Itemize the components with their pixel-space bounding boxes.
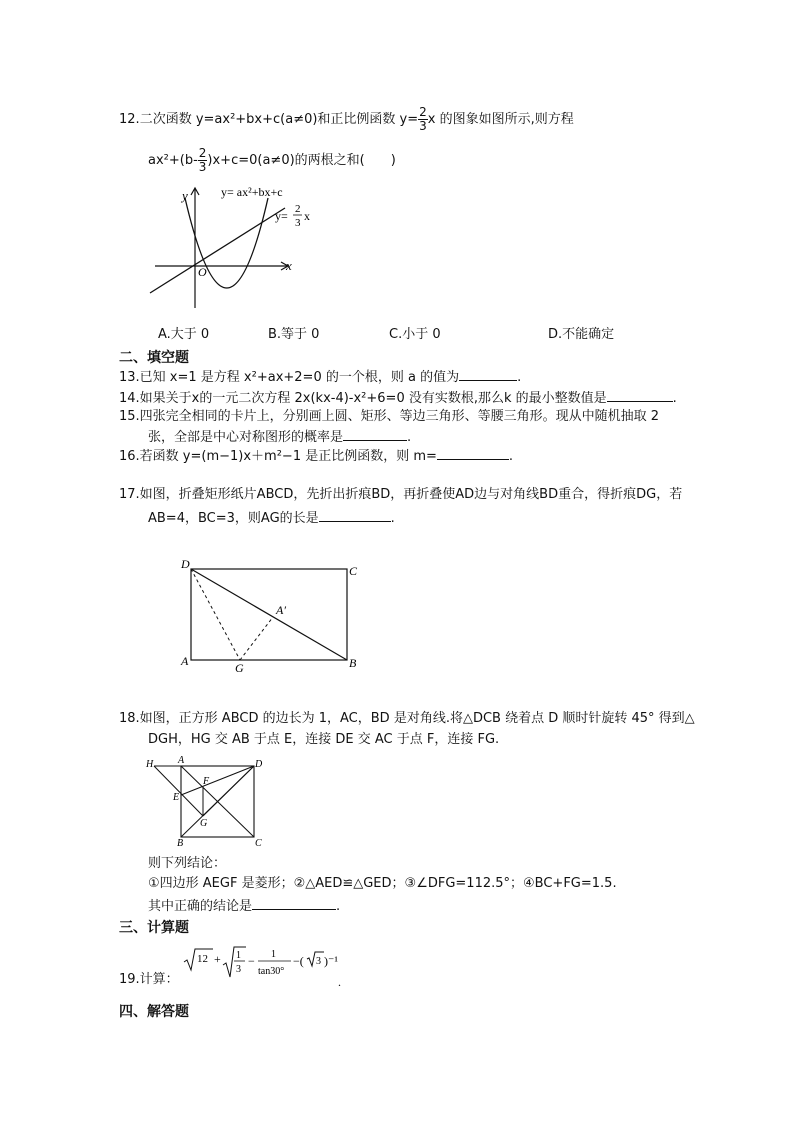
q18-figure <box>142 754 267 848</box>
q19-frac2-num: 1 <box>271 949 276 960</box>
section-heading-calculation: 三、计算题 <box>119 920 189 936</box>
q13: 13.已知 x=1 是方程 x²+ax+2=0 的一个根，则 a 的值为 . <box>119 370 522 385</box>
q18-answer-blank[interactable] <box>252 897 336 910</box>
q19-frac-den: 3 <box>236 964 241 975</box>
q17-line1: 17.如图，折叠矩形纸片ABCD，先折出折痕BD，再折叠使AD边与对角线BD重合，得折痕DG，若 <box>119 487 683 502</box>
fig17-label-a: A <box>181 654 189 668</box>
fig18-label-a: A <box>178 755 185 766</box>
q15-line1: 15.四张完全相同的卡片上，分别画上圆、矩形、等边三角形、等腰三角形。现从中随机抽取 2 <box>119 409 660 424</box>
q18-lead: 则下列结论： <box>148 856 227 871</box>
q19-sqrt3: 3 <box>316 956 321 967</box>
q12-frac-num: 2 <box>419 105 427 119</box>
section-heading-fill-blank: 二、填空题 <box>119 350 189 366</box>
graph-line-label-pre: y= <box>275 209 288 223</box>
segment-de <box>181 766 254 795</box>
proportional-line <box>150 208 285 293</box>
graph-origin-label: O <box>198 265 207 279</box>
q12-text-pre: 二次函数 y=ax²+bx+c(a≠0)和正比例函数 y= <box>139 112 419 127</box>
q12-number: 12. <box>119 112 140 127</box>
q15-answer-blank[interactable] <box>343 428 407 441</box>
q19-tail-post: )⁻¹ <box>324 954 338 968</box>
q18-ask: 其中正确的结论是 . <box>148 899 341 914</box>
q17-line2: AB=4，BC=3，则AG的长是 . <box>148 511 395 526</box>
fig18-label-e: E <box>173 792 180 803</box>
q12-eq-pre: ax²+(b- <box>148 153 198 168</box>
q12-fraction <box>418 106 428 133</box>
graph-line-label-den: 3 <box>295 217 301 229</box>
graph-x-label: x <box>286 258 292 273</box>
diagonal-bd <box>191 569 347 660</box>
fig18-label-b: B <box>177 838 184 849</box>
q17-text: AB=4，BC=3，则AG的长是 <box>148 511 319 526</box>
q18-ask-text: 其中正确的结论是 <box>148 899 253 914</box>
fold-line-ga1 <box>240 617 273 660</box>
q12-eq-frac-den: 3 <box>198 160 207 174</box>
segment-gd <box>203 766 254 816</box>
q18-conclusions: ①四边形 AEGF 是菱形；②△AED≌△GED；③∠DFG=112.5°；④BC+FG=1.5. <box>148 876 617 891</box>
sqrt-frac-radical-icon <box>223 947 246 977</box>
q14: 14.如果关于x的一元二次方程 2x(kx-4)-x²+6=0 没有实数根,那么k 的最小整数值是 . <box>119 391 677 406</box>
q19-sqrt12: 12 <box>197 953 208 965</box>
q13-text: 13.已知 x=1 是方程 x²+ax+2=0 的一个根，则 a 的值为 <box>119 370 460 385</box>
q19-frac-num: 1 <box>236 950 241 961</box>
fig18-label-f: F <box>203 776 210 787</box>
q19-tail-pre: −( <box>293 954 304 968</box>
q14-answer-blank[interactable] <box>607 389 673 402</box>
q12-graph <box>145 178 310 313</box>
q12-line1 <box>119 106 574 133</box>
segment-hg <box>154 766 203 816</box>
fig17-label-g: G <box>235 661 244 675</box>
q12-option-d[interactable]: D.不能确定 <box>548 327 615 342</box>
graph-parabola-label: y= ax²+bx+c <box>221 185 283 199</box>
q12-option-c[interactable]: C.小于 0 <box>389 327 441 342</box>
q12-option-b[interactable]: B.等于 0 <box>268 327 320 342</box>
fig18-label-h: H <box>146 759 154 770</box>
graph-line-label-num: 2 <box>295 203 301 215</box>
q12-eq-post: )x+c=0(a≠0)的两根之和( ) <box>207 153 396 168</box>
fig17-label-d: D <box>181 557 190 571</box>
q12-line2 <box>148 147 396 174</box>
q12-eq-fraction <box>198 147 208 174</box>
section-heading-answer: 四、解答题 <box>119 1004 189 1020</box>
fig17-label-b: B <box>349 656 357 670</box>
q12-eq-frac-num: 2 <box>198 146 207 160</box>
graph-y-label: y <box>182 188 188 203</box>
fig17-label-c: C <box>349 564 358 578</box>
q17-answer-blank[interactable] <box>319 509 391 522</box>
q19-expression <box>183 945 348 993</box>
q16-answer-blank[interactable] <box>437 447 509 460</box>
q12-text-post: x 的图象如图所示,则方程 <box>427 112 574 127</box>
q15-line2: 张，全部是中心对称图形的概率是 . <box>148 430 412 445</box>
q16: 16.若函数 y=(m−1)x＋m²−1 是正比例函数，则 m= . <box>119 449 514 464</box>
q19-frac2-den: tan30° <box>258 966 285 977</box>
q14-text: 14.如果关于x的一元二次方程 2x(kx-4)-x²+6=0 没有实数根,那么k 的最小整数值是 <box>119 391 607 406</box>
q19-minus: − <box>248 954 255 968</box>
fig18-label-g: G <box>200 818 208 829</box>
graph-line-label-post: x <box>304 209 310 223</box>
q18-line2: DGH，HG 交 AB 于点 E，连接 DE 交 AC 于点 F，连接 FG. <box>148 732 500 747</box>
q19-prefix: 19.计算： <box>119 972 179 987</box>
fig18-label-c: C <box>255 838 262 849</box>
q12-frac-den: 3 <box>419 119 427 133</box>
q12-option-a[interactable]: A.大于 0 <box>158 327 210 342</box>
fig18-label-d: D <box>255 759 263 770</box>
q19-end: . <box>338 975 341 989</box>
fig17-label-a-prime: A′ <box>276 603 286 617</box>
q18-line1: 18.如图，正方形 ABCD 的边长为 1，AC，BD 是对角线.将△DCB 绕着点 D 顺时针旋转 45° 得到△ <box>119 711 695 726</box>
q16-text: 16.若函数 y=(m−1)x＋m²−1 是正比例函数，则 m= <box>119 449 437 464</box>
q13-answer-blank[interactable] <box>459 368 517 381</box>
q17-figure <box>175 555 365 675</box>
q19-plus: + <box>214 952 221 966</box>
q15-text: 张，全部是中心对称图形的概率是 <box>148 430 344 445</box>
